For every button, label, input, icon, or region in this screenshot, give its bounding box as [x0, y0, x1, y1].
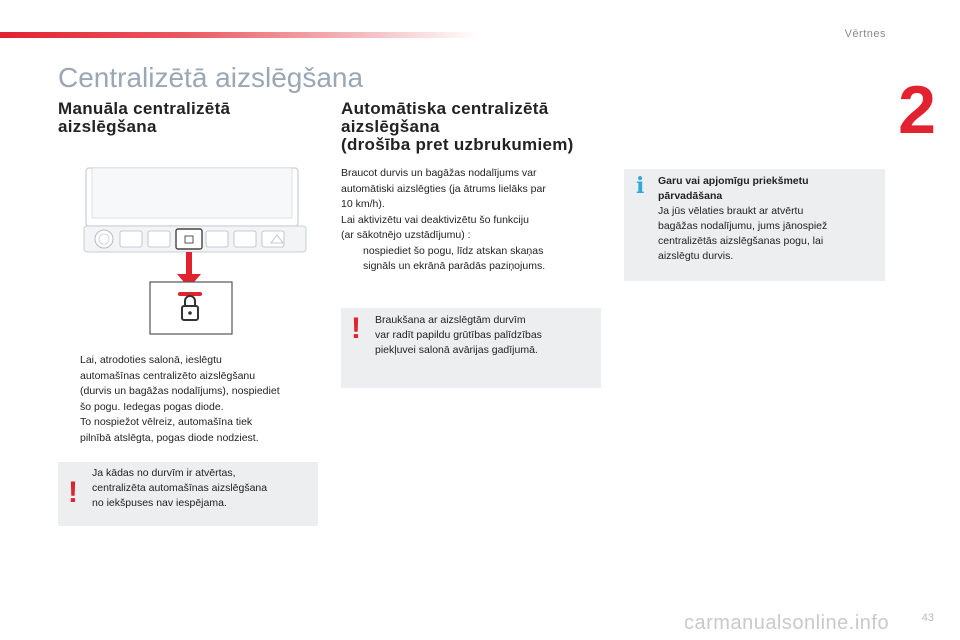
list-item: nospiediet šo pogu, līdz atskan skaņas signāls un ekrānā parādās paziņojums. [363, 244, 546, 272]
watermark: carmanualsonline.info [684, 612, 890, 634]
page-title: Centralizētā aizslēgšana [58, 62, 364, 93]
automatic-locking-heading: Automātiska centralizētā aizslēgšana (drošība pret uzbrukumiem) [341, 99, 574, 154]
manual-locking-heading: Manuāla centralizētā aizslēgšana [58, 99, 231, 136]
manual-locking-instructions [58, 353, 326, 446]
warning-icon: ! [351, 312, 361, 345]
info-icon: i [636, 173, 645, 199]
header-accent-bar [0, 32, 480, 38]
warning-icon: ! [68, 476, 78, 509]
list-item: Lai, atrodoties salonā, ieslēgtu automašīnas centralizēto aizslēgšanu (durvis un bagāžas nodalījums), nospiediet šo pogu. Iedegas pogas diode. [80, 354, 280, 413]
info-box: i Garu vai apjomīgu priekšmetu pārvadāšana Ja jūs vēlaties braukt ar atvērtu bagāžas nodalījumu, jums jānospiež centralizētās aizslēgšanas pogu, lai aizslēgtu durvis. [624, 169, 885, 281]
automatic-warning-box: ! Braukšana ar aizslēgtām durvīm var radīt papildu grūtības palīdzības piekļuvei salonā avārijas gadījumā. [341, 308, 601, 388]
automatic-locking-text: Braucot durvis un bagāžas nodalījums var automātiski aizslēgties (ja ātrums lielāks par 10 km/h). Lai aktivizētu vai deaktivizētu šo funkciju (ar sākotnējo uzstādījumu) : nospiediet šo pogu, līdz atskan skaņas signāls un ekrānā parādās paziņojums. [341, 166, 603, 275]
page-number: 43 [921, 612, 934, 624]
door-lock-button-illustration [80, 164, 310, 344]
manual-warning-box: ! Ja kādas no durvīm ir atvērtas, centralizēta automašīnas aizslēgšana no iekšpuses nav iespējama. [58, 462, 318, 526]
chapter-number: 2 [898, 72, 936, 148]
section-name: Vērtnes [844, 28, 886, 40]
list-item: To nospiežot vēlreiz, automašīna tiek pilnībā atslēgta, pogas diode nodziest. [80, 416, 259, 444]
